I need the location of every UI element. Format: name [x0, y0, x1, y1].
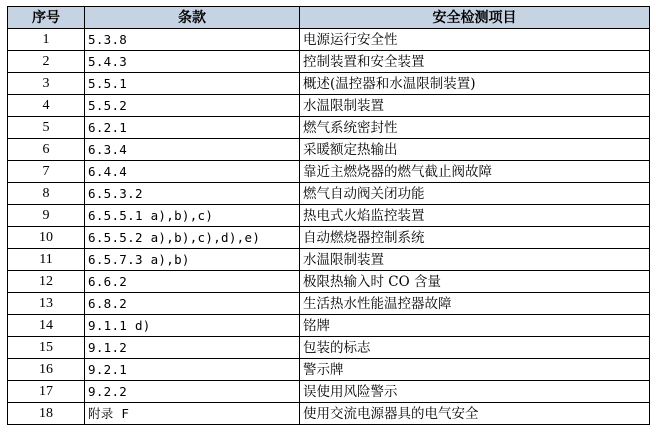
cell-serial-number: 4 — [8, 95, 85, 117]
table-row — [8, 183, 650, 205]
cell-clause: 6.2.1 — [85, 117, 300, 139]
cell-safety-test-item: 自动燃烧器控制系统 — [300, 227, 650, 249]
cell-clause: 6.5.3.2 — [85, 183, 300, 205]
cell-clause: 9.2.2 — [85, 381, 300, 403]
cell-clause: 6.4.4 — [85, 161, 300, 183]
cell-clause: 6.5.5.2 a),b),c),d),e) — [85, 227, 300, 249]
cell-clause: 6.3.4 — [85, 139, 300, 161]
cell-safety-test-item: 电源运行安全性 — [300, 29, 650, 51]
cell-clause: 5.3.8 — [85, 29, 300, 51]
table-row — [8, 403, 650, 425]
cell-safety-test-item: 燃气系统密封性 — [300, 117, 650, 139]
cell-safety-test-item: 靠近主燃烧器的燃气截止阀故障 — [300, 161, 650, 183]
cell-safety-test-item: 燃气自动阀关闭功能 — [300, 183, 650, 205]
cell-safety-test-item: 警示牌 — [300, 359, 650, 381]
cell-safety-test-item: 控制装置和安全装置 — [300, 51, 650, 73]
table-row — [8, 381, 650, 403]
table-row — [8, 139, 650, 161]
cell-serial-number: 16 — [8, 359, 85, 381]
cell-clause: 6.6.2 — [85, 271, 300, 293]
table-row — [8, 359, 650, 381]
cell-serial-number: 8 — [8, 183, 85, 205]
table-row — [8, 73, 650, 95]
cell-safety-test-item: 热电式火焰监控装置 — [300, 205, 650, 227]
cell-safety-test-item: 生活热水性能温控器故障 — [300, 293, 650, 315]
table-row — [8, 205, 650, 227]
cell-serial-number: 3 — [8, 73, 85, 95]
table-body — [8, 29, 650, 425]
cell-safety-test-item: 概述(温控器和水温限制装置) — [300, 73, 650, 95]
table-row — [8, 95, 650, 117]
cell-serial-number: 12 — [8, 271, 85, 293]
cell-clause: 9.2.1 — [85, 359, 300, 381]
table-header — [8, 7, 650, 29]
table-row — [8, 271, 650, 293]
table-row — [8, 29, 650, 51]
cell-serial-number: 1 — [8, 29, 85, 51]
cell-serial-number: 11 — [8, 249, 85, 271]
cell-clause: 6.5.7.3 a),b) — [85, 249, 300, 271]
cell-serial-number: 2 — [8, 51, 85, 73]
header-safety-test-item: 安全检测项目 — [300, 7, 650, 29]
cell-safety-test-item: 水温限制装置 — [300, 95, 650, 117]
cell-clause: 6.5.5.1 a),b),c) — [85, 205, 300, 227]
cell-serial-number: 10 — [8, 227, 85, 249]
cell-serial-number: 5 — [8, 117, 85, 139]
cell-clause: 5.5.1 — [85, 73, 300, 95]
cell-safety-test-item: 极限热输入时 CO 含量 — [300, 271, 650, 293]
table-row — [8, 51, 650, 73]
table-row — [8, 227, 650, 249]
header-serial-number: 序号 — [8, 7, 85, 29]
table-row — [8, 315, 650, 337]
cell-serial-number: 13 — [8, 293, 85, 315]
cell-clause: 附录 F — [85, 403, 300, 425]
cell-clause: 9.1.2 — [85, 337, 300, 359]
table-row — [8, 117, 650, 139]
header-clause: 条款 — [85, 7, 300, 29]
cell-safety-test-item: 水温限制装置 — [300, 249, 650, 271]
table-row — [8, 249, 650, 271]
cell-safety-test-item: 使用交流电源器具的电气安全 — [300, 403, 650, 425]
cell-safety-test-item: 铭牌 — [300, 315, 650, 337]
safety-test-items-table — [7, 6, 650, 425]
table-row — [8, 161, 650, 183]
cell-serial-number: 6 — [8, 139, 85, 161]
cell-serial-number: 17 — [8, 381, 85, 403]
cell-safety-test-item: 包装的标志 — [300, 337, 650, 359]
cell-safety-test-item: 误使用风险警示 — [300, 381, 650, 403]
cell-safety-test-item: 采暖额定热输出 — [300, 139, 650, 161]
cell-serial-number: 9 — [8, 205, 85, 227]
table-row — [8, 293, 650, 315]
cell-serial-number: 18 — [8, 403, 85, 425]
cell-serial-number: 15 — [8, 337, 85, 359]
cell-clause: 5.4.3 — [85, 51, 300, 73]
cell-clause: 5.5.2 — [85, 95, 300, 117]
table-row — [8, 337, 650, 359]
cell-clause: 6.8.2 — [85, 293, 300, 315]
cell-serial-number: 7 — [8, 161, 85, 183]
cell-clause: 9.1.1 d) — [85, 315, 300, 337]
header-row — [8, 7, 650, 29]
cell-serial-number: 14 — [8, 315, 85, 337]
